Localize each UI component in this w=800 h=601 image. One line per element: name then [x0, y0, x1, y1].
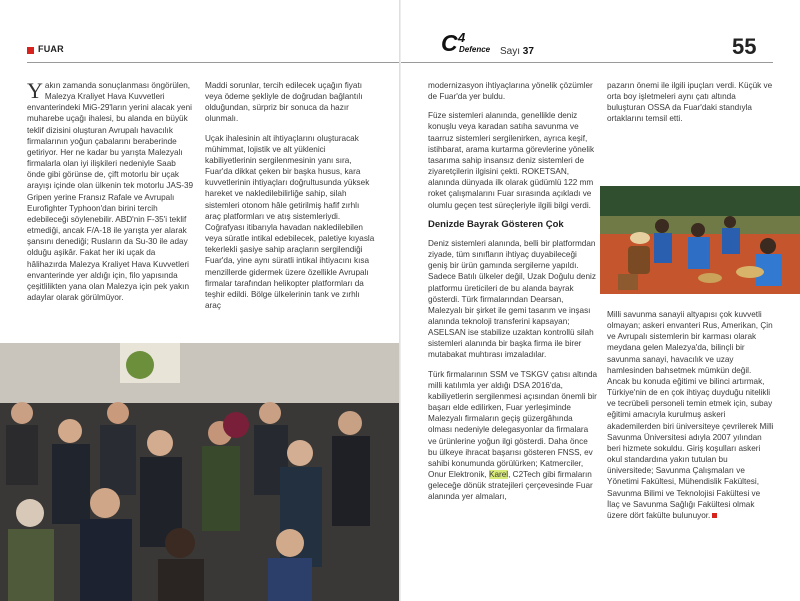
body-paragraph: Maddi sorunlar, tercih edilecek uçağın fiyatı veya ödeme şekliyle de doğrudan bağlantılı olduğundan, sürpriz bir sonuca da hazır olunmalı. — [205, 81, 363, 124]
logo-wordmark: Defence — [459, 45, 491, 54]
text-column-4-top — [607, 80, 775, 133]
section-marker-icon — [27, 47, 34, 54]
header-rule-right — [401, 62, 773, 63]
text-column-1 — [27, 80, 195, 311]
body-paragraph: Milli savunma sanayii altyapısı çok kuvvetli olmayan; askeri envanteri Rus, Amerikan, Çin ve Avrupalı sistemlerin bir karması olarak meydana gelen Malezya'da, bilinçli bir savunma sanayi, havacılık ve uzay hamlesinden bahsetmek mümkün değil. Ancak bu konuda eğitimi ve bilinci artırmak, Türkiye'nin de en çok ihtiyaç duyduğu nitelikli ve tecrübeli personeli temin etmek için, subay eğitimi amacıyla kurulmuş askeri akademilerden biri üniversiteye çevrilerek Milli Savunma Üniversitesi adıyla 2007 yılından beri hizmete sokuldu. Giriş koşulları askeri okul standardına yakın tutulan bu üniversitede; Savunma Çalışmaları ve Yönetimi Fakültesi, Mühendislik Fakültesi, Savunma Bilimi ve Teknolojisi Fakültesi ve İlaç ve Savunma Sağlığı Fakültesi olmak üzere dört fakülte bulunuyor. — [607, 310, 774, 520]
body-paragraph: Füze sistemleri alanında, genellikle deniz konuşlu veya karadan satıha savunma ve taarruz sistemleri sergilenirken, ayrıca keşif, istihbarat, arama kurtarma görevlerine yönelik tasarıma sahip insansız deniz sistemleri de ziyaretçilerin ilgisini çekti. ROKETSAN, alanında dünyada ilk olarak güdümlü 122 mm roket çalışmalarını Fuar sırasında açıkladı ve olumlu geçen test süreçleriyle ilgili bilgi verdi. — [428, 111, 595, 210]
body-paragraph: modernizasyon ihtiyaçlarına yönelik çözümler de Fuar'da yer buldu. — [428, 81, 593, 102]
photo-crowd-illustration — [0, 343, 399, 601]
photo-musicians-illustration — [600, 186, 800, 294]
body-paragraph: Türk firmalarının SSM ve TSKGV çatısı altında milli katılımla yer aldığı DSA 2016'da, kabiliyetlerin sergilenmesi açısından önemli bir başarı elde edilirken, Fuar yerleşiminde Malezyalı firmaların geçiş güzergâhında olması nedeniyle delegasyonlar da firmalara ve ürünlerine yoğun ilgi gösterdi. Daha önce bu ülkeye ihracat başarısı gösteren FNSS, ev sahibi konumunda görülürken; Katmerciler, Onur Elektronik, Karel, C2Tech gibi firmaların geleceğe dönük stratejileri çerçevesinde Fuar alanında yer almaları, — [428, 369, 598, 502]
section-label: FUAR — [38, 44, 64, 54]
header-rule-left — [27, 62, 399, 63]
subheading: Denizde Bayrak Gösteren Çok — [428, 218, 564, 230]
end-of-article-icon — [712, 513, 717, 518]
body-paragraph: pazarın önemi ile ilgili ipuçları verdi. Küçük ve orta boy işletmeleri aynı çatı altında buluşturan OSSA da Fuar'daki standıyla ortaklarını temsil etti. — [607, 81, 773, 124]
logo-number: 4 — [458, 30, 466, 45]
photo-fair-delegation — [0, 343, 399, 601]
body-paragraph: Deniz sistemleri alanında, belli bir platformdan ziyade, tüm sınıfların ihtiyaç duyabileceği geniş bir ürün gamında sergilerne yapıldı. Sadece Batılı ülkeler değil, Uzak Doğulu deniz platformu üreticileri de bu alanda bayrak gösterdi. Türk firmalarından Dearsan, Malezyalı bir şirket ile gemi tasarım ve inşası alanında teknoloji transferini kapsayan; ASELSAN ise stabilize uzaktan kontrollü silah sistemleri alanında bir başka firma ile birer mutabakat muhtırası imzaladılar. — [428, 238, 596, 360]
page-number: 55 — [732, 34, 757, 59]
text-column-3 — [428, 80, 598, 510]
issue-info — [500, 46, 534, 57]
logo-letter: C — [441, 30, 458, 56]
body-paragraph: Uçak ihalesinin alt ihtiyaçlarını oluşturacak mühimmat, lojistik ve alt yüklenici kabiliyetlerinin sergilenmesinin yanı sıra, Fuar'da dikkat çeken bir başka husus, kara kuvvetlerinin ihtiyaçları doğrultusunda yüksek hareket ve nakledilebilirliğe sahip, silah sistemleri otonom hâle getirilmiş hafif zırhlı araç platformları ve atış sistemleriydi. Coğrafyası itibarıyla havadan nakledilebilen veya süratle intikal edebilecek, paletiye kıyasla tekerlekli şasiye sahip araçların sergilendiği Fuar'da, yine aynı süratli intikal ihtiyacını kısa menzillerde gidermek üzere özellikle Avrupalı firmalar tarafından helikopter platformları da teşhir edildi. Bölge ülkelerinin tank ve zırhlı araç — [205, 133, 375, 310]
drop-cap: Y — [27, 78, 43, 103]
text-column-2 — [205, 80, 377, 319]
page-spine — [399, 0, 401, 601]
issue-number: 37 — [522, 46, 534, 57]
issue-label: Sayı — [500, 46, 521, 57]
text-column-4-bottom — [607, 309, 775, 529]
photo-traditional-musicians — [600, 186, 800, 294]
highlighted-term: Karel — [488, 470, 509, 479]
body-paragraph: Yakın zamanda sonuçlanması öngörülen, Malezya Kraliyet Hava Kuvvetleri envanterindeki MiG-29'ların yerini alacak yeni muharebe uçağı ihalesi, bu alanda en büyük teklif dizisini oluşturan Avrupalı havacılık firmalarının yoğun çabalarını beraberinde getiriyor. Her ne kadar bu yarışta Malezyalı firmalarla olan iyi ilişkileri nedeniyle Saab önde gibi görünse de, çift motorlu bir uçak arayışı içinde olan ülkenin tek motorlu JAS-39 Gripen yerine Fransız Rafale ve Avrupalı Eurofighter Typhoon'dan birini tercih edebileceği söylenebilir. ABD'nin F-35'i teklif etmediği, ancak F/A-18 ile yarışta yer alarak şansını denediği; Rusların da Su-30 ile aday olduğu aşikâr. Fakat her iki uçak da hâlihazırda Malezya Kraliyet Hava Kuvvetleri envanterinde yer aldığı için, filo yapısında çeşitlilikten yana olan Malezya için pek yakın adaylar olarak görülmüyor. — [27, 78, 194, 302]
